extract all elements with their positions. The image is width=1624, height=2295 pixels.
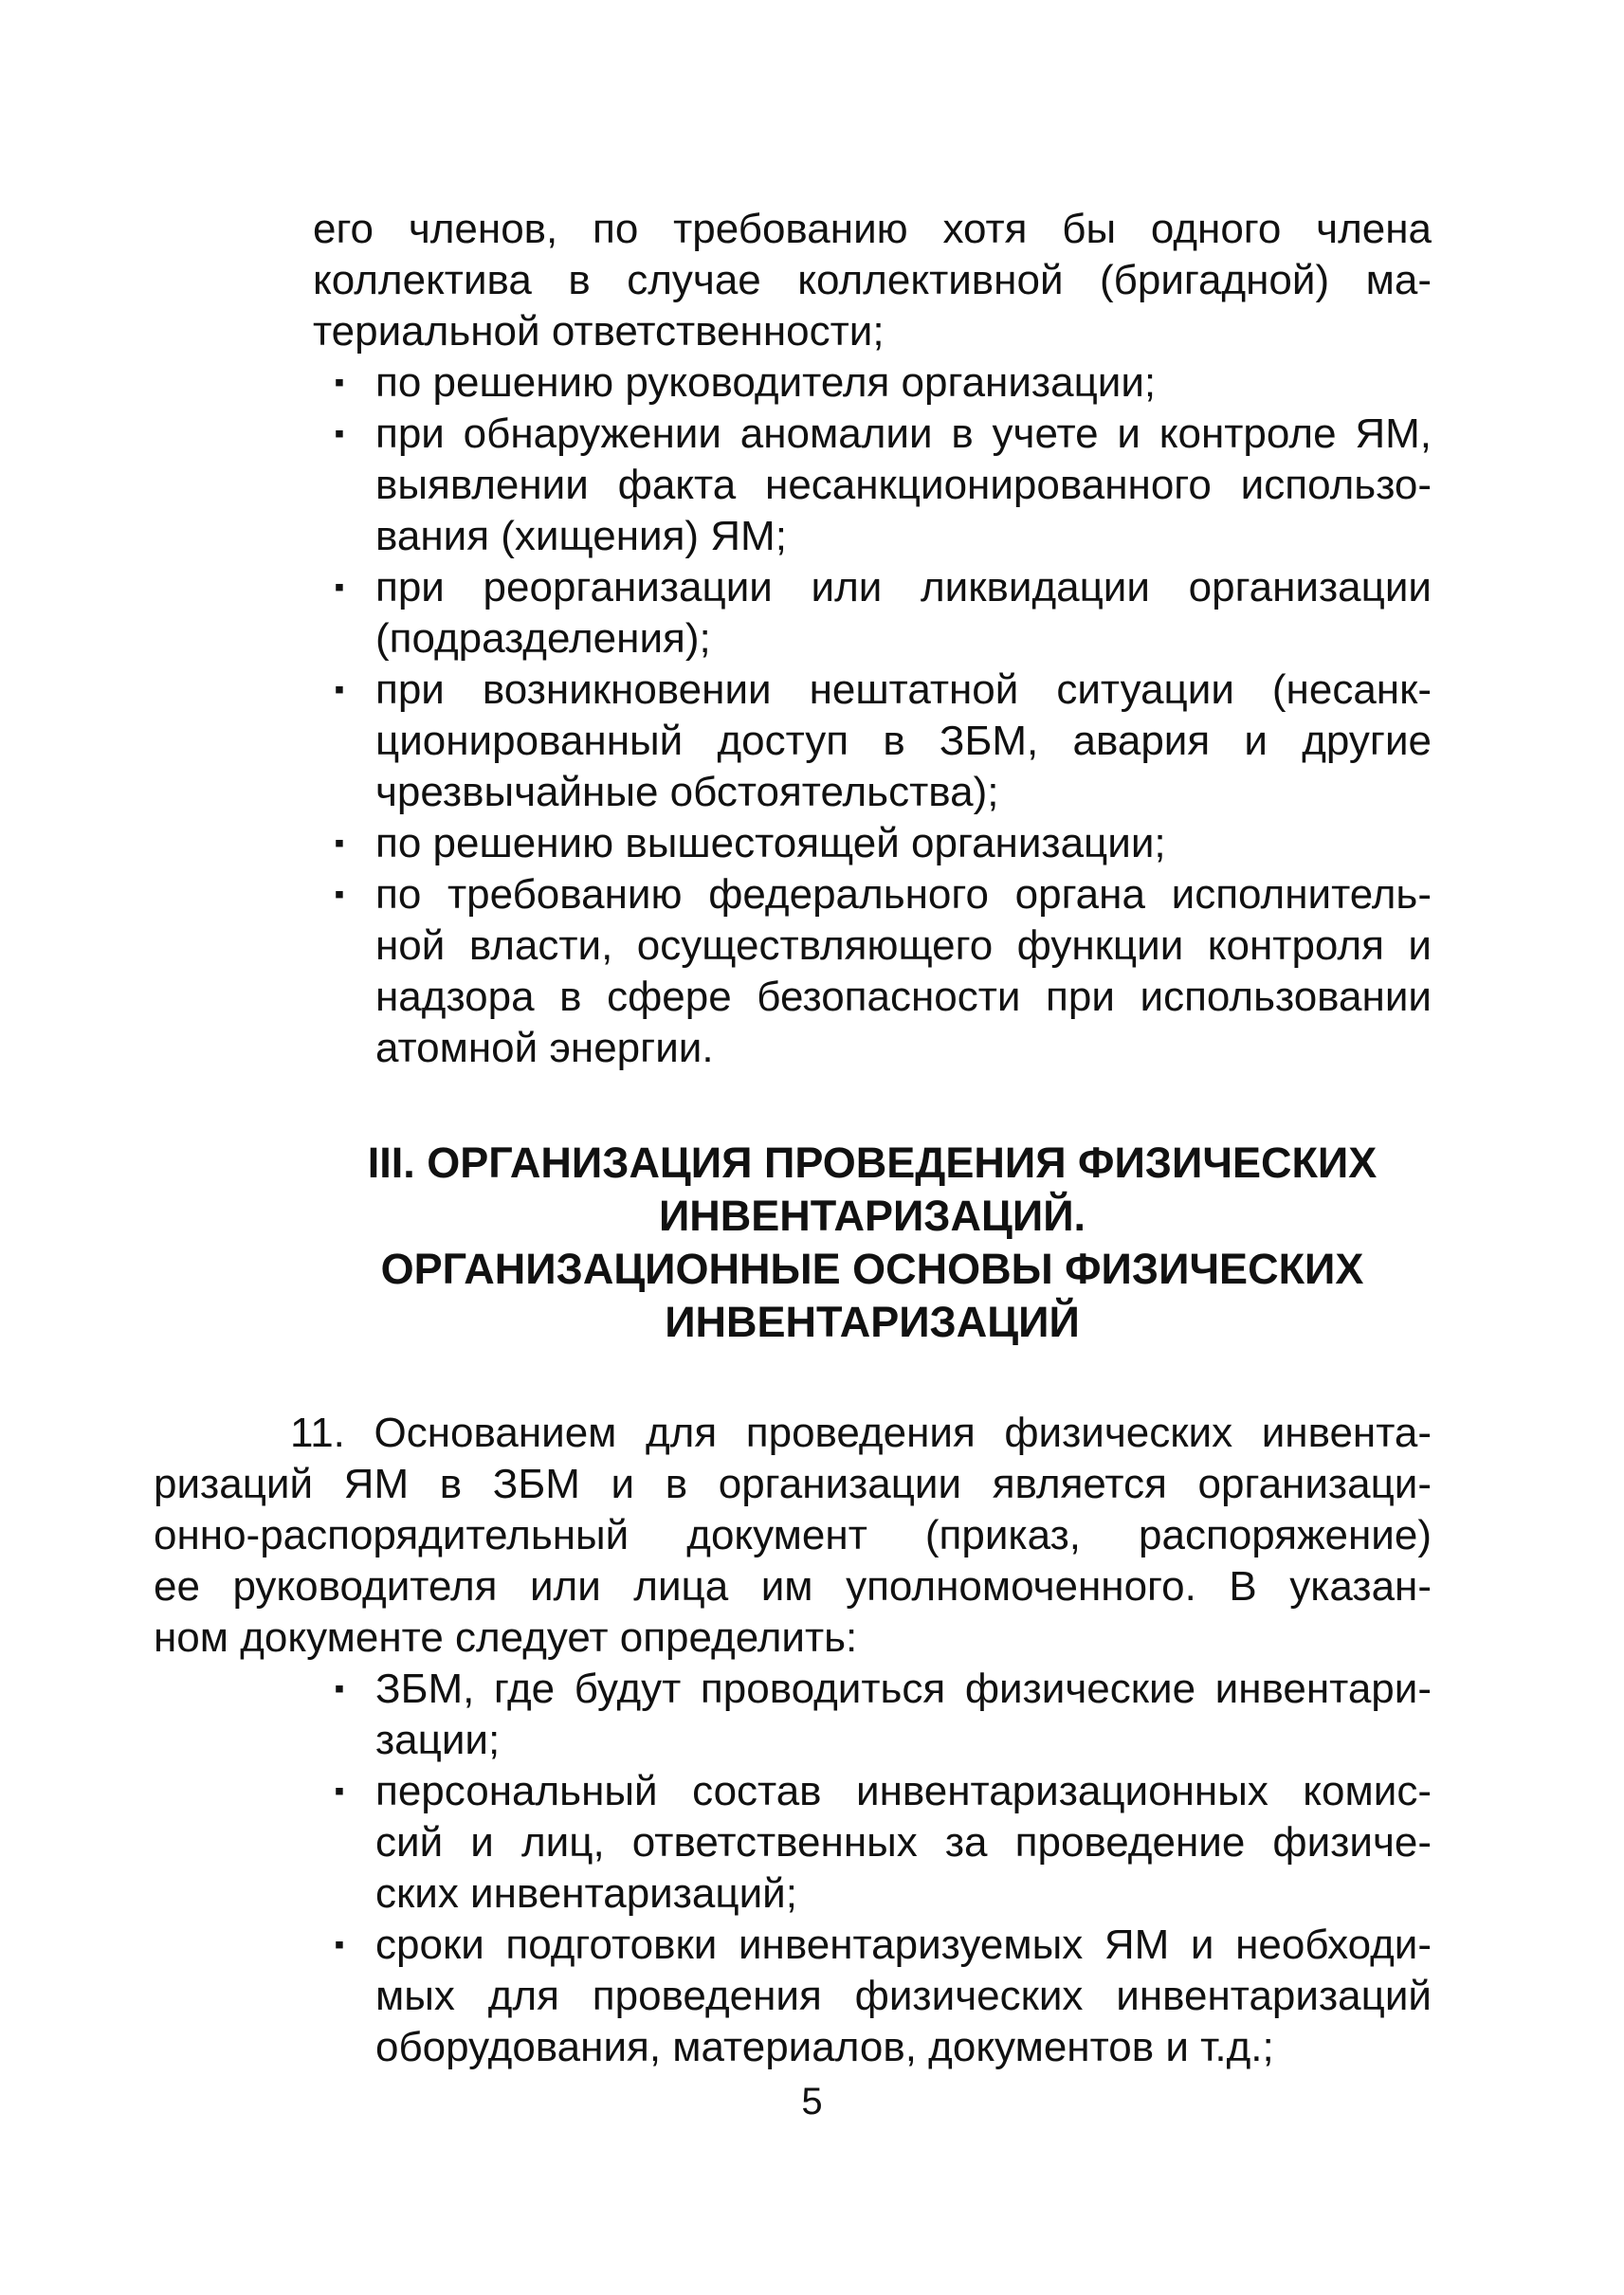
bullet-item bbox=[313, 562, 1432, 665]
section-heading-line: ОРГАНИЗАЦИОННЫЕ ОСНОВЫ ФИЗИЧЕСКИХ bbox=[380, 1245, 1364, 1293]
bullet-line: зации; bbox=[375, 1717, 501, 1763]
bullet-line: надзора в сфере безопасности при использовании bbox=[375, 974, 1432, 1020]
bullet-item bbox=[313, 818, 1432, 869]
page-content bbox=[154, 204, 1432, 2073]
bullet-item bbox=[313, 869, 1432, 1074]
bullet-marker-icon: ▪ bbox=[334, 1929, 345, 1960]
intro-line: коллектива в случае коллективной (бригадной) ма- bbox=[313, 257, 1432, 303]
paragraph-line: ном документе следует определить: bbox=[154, 1614, 858, 1661]
bullet-line: оборудования, материалов, документов и т.д.; bbox=[375, 2024, 1274, 2070]
bullet-line: по решению руководителя организации; bbox=[375, 359, 1157, 406]
bullet-line: чрезвычайные обстоятельства); bbox=[375, 769, 999, 815]
bullet-marker-icon: ▪ bbox=[334, 879, 345, 910]
bullet-line: атомной энергии. bbox=[375, 1025, 714, 1071]
bullet-item bbox=[313, 409, 1432, 562]
bullet-item bbox=[313, 665, 1432, 818]
intro-text-block bbox=[313, 204, 1432, 357]
bullet-item bbox=[313, 1766, 1432, 1920]
bullet-line: при обнаружении аномалии в учете и контроле ЯМ, bbox=[375, 410, 1432, 457]
bullet-item bbox=[313, 1920, 1432, 2073]
bullet-line: при возникновении нештатной ситуации (несанк- bbox=[375, 666, 1432, 713]
bullet-line: по требованию федерального органа исполнитель- bbox=[375, 871, 1432, 918]
bottom-bullet-list bbox=[313, 1664, 1432, 2073]
section-heading bbox=[313, 1137, 1432, 1349]
paragraph-line: ризаций ЯМ в ЗБМ и в организации является организаци- bbox=[154, 1461, 1432, 1507]
paragraph-line: ее руководителя или лица им уполномоченного. В указан- bbox=[154, 1563, 1432, 1610]
bullet-line: ЗБМ, где будут проводиться физические инвентари- bbox=[375, 1666, 1432, 1712]
intro-line: его членов, по требованию хотя бы одного члена bbox=[313, 206, 1432, 252]
bullet-item bbox=[313, 1664, 1432, 1766]
bullet-line: вания (хищения) ЯМ; bbox=[375, 513, 787, 559]
bullet-line: по решению вышестоящей организации; bbox=[375, 820, 1166, 866]
section-heading-line: ИНВЕНТАРИЗАЦИЙ bbox=[665, 1298, 1080, 1346]
bullet-line: сий и лиц, ответственных за проведение физиче- bbox=[375, 1819, 1432, 1866]
bullet-line: ских инвентаризаций; bbox=[375, 1870, 797, 1917]
bullet-marker-icon: ▪ bbox=[334, 572, 345, 603]
bullet-line: персональный состав инвентаризационных комис- bbox=[375, 1768, 1432, 1814]
bullet-line: ционированный доступ в ЗБМ, авария и другие bbox=[375, 718, 1432, 764]
bullet-line: сроки подготовки инвентаризуемых ЯМ и необходи- bbox=[375, 1922, 1432, 1968]
top-bullet-list bbox=[313, 357, 1432, 1074]
intro-line: териальной ответственности; bbox=[313, 308, 885, 355]
bullet-marker-icon: ▪ bbox=[334, 1776, 345, 1807]
bullet-marker-icon: ▪ bbox=[334, 828, 345, 859]
paragraph-line: онно-распорядительный документ (приказ, распоряжение) bbox=[154, 1512, 1432, 1558]
bullet-marker-icon: ▪ bbox=[334, 367, 345, 398]
bullet-item bbox=[313, 357, 1432, 409]
bullet-line: (подразделения); bbox=[375, 615, 711, 662]
bullet-line: ной власти, осуществляющего функции контроля и bbox=[375, 922, 1432, 969]
bullet-line: выявлении факта несанкционированного использо- bbox=[375, 462, 1432, 508]
bullet-marker-icon: ▪ bbox=[334, 1673, 345, 1704]
bullet-marker-icon: ▪ bbox=[334, 418, 345, 449]
bullet-line: мых для проведения физических инвентаризаций bbox=[375, 1973, 1432, 2019]
section-heading-line: III. ОРГАНИЗАЦИЯ ПРОВЕДЕНИЯ ФИЗИЧЕСКИХ bbox=[367, 1138, 1378, 1187]
paragraph-line-first: 11. Основанием для проведения физических инвента- bbox=[290, 1410, 1432, 1456]
section-heading-line: ИНВЕНТАРИЗАЦИЙ. bbox=[658, 1192, 1086, 1240]
page-number: 5 bbox=[801, 2081, 823, 2122]
bullet-marker-icon: ▪ bbox=[334, 674, 345, 705]
bullet-line: при реорганизации или ликвидации организации bbox=[375, 564, 1432, 610]
paragraph-11 bbox=[154, 1408, 1432, 1664]
